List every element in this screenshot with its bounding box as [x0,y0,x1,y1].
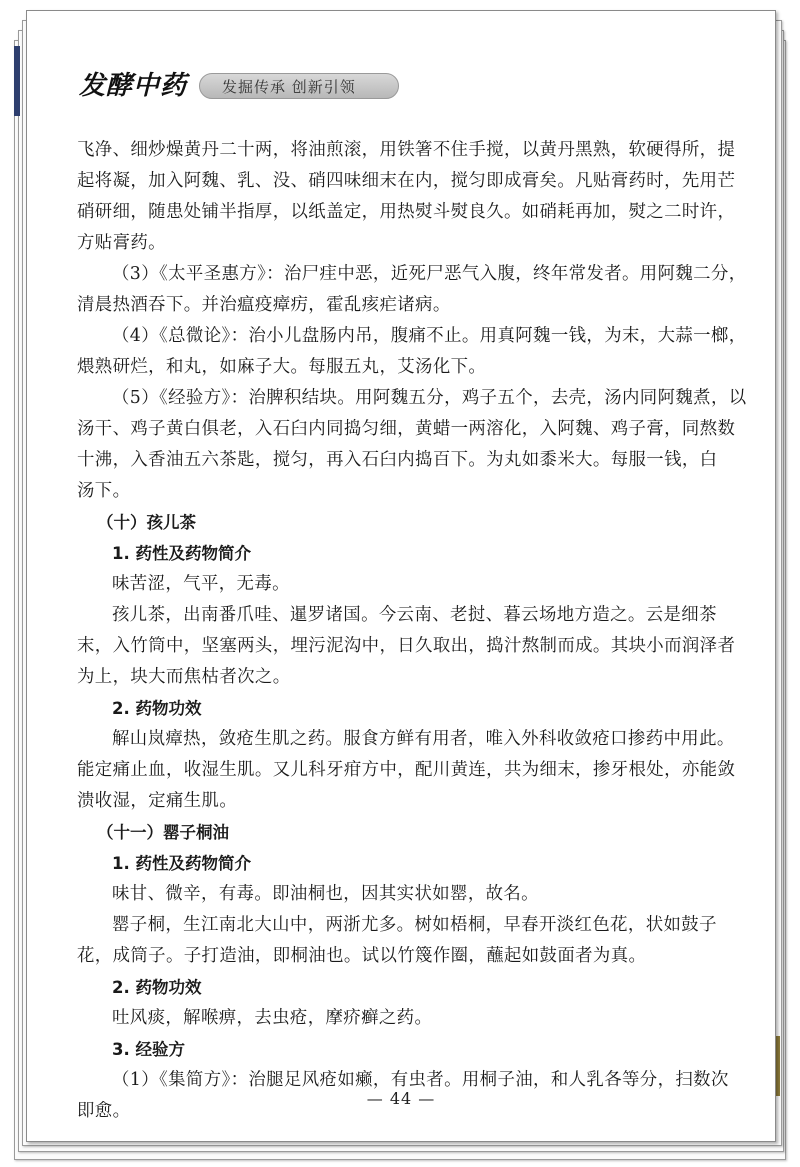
text-line: 汤干、鸡子黄白俱老，入石臼内同捣匀细，黄蜡一两溶化，入阿魏、鸡子膏，同熬数 [77,419,736,439]
text-line: 罂子桐，生江南北大山中，两浙尤多。树如梧桐，早春开淡红色花，状如鼓子 [112,915,717,935]
subheading-efficacy: 2. 药物功效 [112,699,202,718]
text-line: （5）《经验方》：治脾积结块。用阿魏五分，鸡子五个，去壳，汤内同阿魏煮，以 [112,388,747,408]
subheading-properties: 1. 药性及药物简介 [112,544,251,563]
running-header [79,61,719,105]
subheading-prescriptions: 3. 经验方 [112,1040,185,1059]
recipe-3 [77,259,747,321]
text-line: 花，成筒子。子打造油，即桐油也。试以竹篾作圈，蘸起如鼓面者为真。 [77,946,647,966]
brand-logo-text: 发酵中药 [79,71,188,101]
paragraph [77,910,737,972]
text-line: 汤下。 [77,481,131,501]
text-line: 煨熟研烂，和丸，如麻子大。每服五丸，艾汤化下。 [77,357,487,377]
document-page [26,10,776,1142]
paragraph [77,724,737,817]
left-edge-accent [14,46,20,116]
subheading-efficacy: 2. 药物功效 [112,978,202,997]
text-line: 解山岚瘴热，敛疮生肌之药。服食方鲜有用者，唯入外科收敛疮口掺药中用此。 [112,729,735,749]
section-heading-10: （十）孩儿茶 [97,513,196,532]
text-line: 十沸，入香油五六茶匙，搅匀，再入石臼内捣百下。为丸如黍米大。每服一钱，白 [77,450,718,470]
section-heading-11: （十一）罂子桐油 [97,823,229,842]
text-line: 能定痛止血，收湿生肌。又儿科牙疳方中，配川黄连，共为细末，掺牙根处，亦能敛 [77,760,736,780]
recipe-5 [77,383,747,507]
text-line: 味甘、微辛，有毒。即油桐也，因其实状如罂，故名。 [112,884,539,904]
text-line: （1）《集简方》：治腿足风疮如癞，有虫者。用桐子油，和人乳各等分，扫数次 [112,1070,729,1090]
page-number: — 44 — [366,1089,436,1108]
text-line: 孩儿茶，出南番爪哇、暹罗诸国。今云南、老挝、暮云场地方造之。云是细茶 [112,605,717,625]
text-line: 飞净、细炒燥黄丹二十两，将油煎滚，用铁箸不住手搅，以黄丹黑熟，软硬得所，提 [77,140,736,160]
text-line: 起将凝，加入阿魏、乳、没、硝四味细末在内，搅匀即成膏矣。凡贴膏药时，先用芒 [77,171,736,191]
text-line: 为上，块大而焦枯者次之。 [77,667,291,687]
recipe-4 [77,321,747,383]
text-line: （4）《总微论》：治小儿盘肠内吊，腹痛不止。用真阿魏一钱，为末，大蒜一榔， [112,326,747,346]
text-line: 味苦涩，气平，无毒。 [112,574,290,594]
text-line: 即愈。 [77,1101,131,1121]
header-banner: 发掘传承 创新引领 [199,73,399,99]
body-text [77,135,747,1127]
text-line: 吐风痰，解喉痹，去虫疮，摩疥癣之药。 [112,1008,433,1028]
text-line: 溃收湿，定痛生肌。 [77,791,238,811]
text-line: 末，入竹筒中，坚塞两头，埋污泥沟中，日久取出，捣汁熬制而成。其块小而润泽者 [77,636,736,656]
paragraph-continued [77,135,737,259]
text-line: 方贴膏药。 [77,233,166,253]
text-line: 清晨热酒吞下。并治瘟疫瘴疠，霍乱痎疟诸病。 [77,295,451,315]
paragraph [77,600,737,693]
text-line: （3）《太平圣惠方》：治尸疰中恶，近死尸恶气入腹，终年常发者。用阿魏二分， [112,264,747,284]
subheading-properties: 1. 药性及药物简介 [112,854,251,873]
text-line: 硝研细，随患处铺半指厚，以纸盖定，用热熨斗熨良久。如硝耗再加，熨之二时许， [77,202,736,222]
